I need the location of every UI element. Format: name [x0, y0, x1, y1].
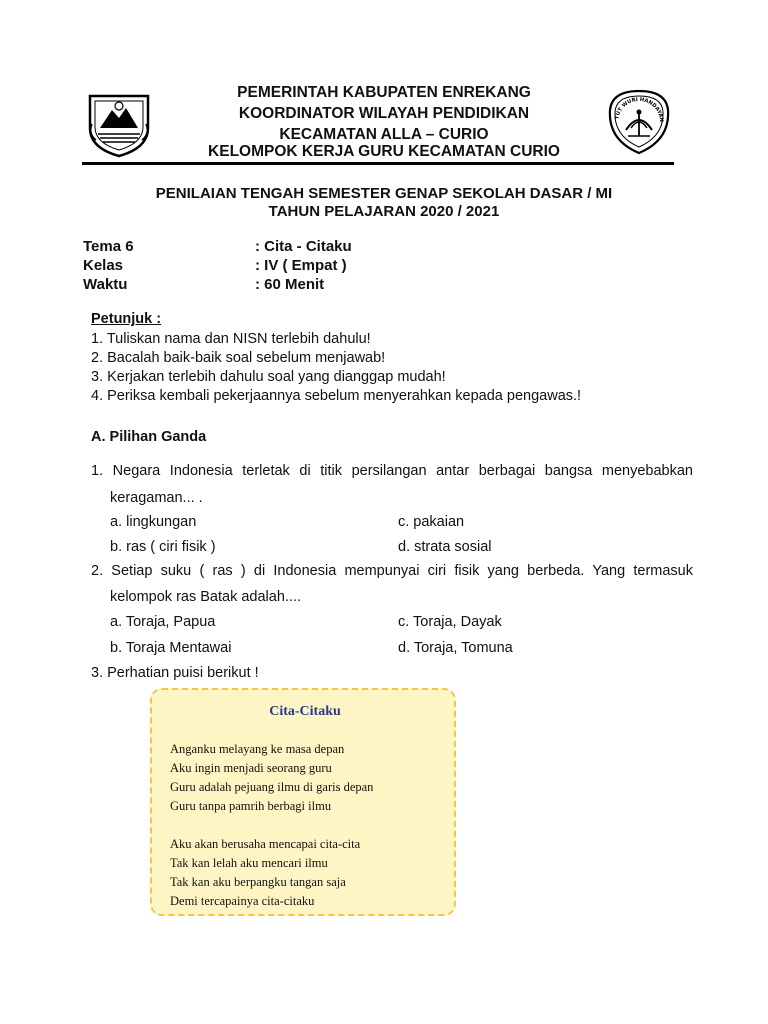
question-1-text: 1. Negara Indonesia terletak di titik persilangan antar berbagai bangsa menyebabkan	[91, 463, 693, 479]
instruction-item: 1. Tuliskan nama dan NISN terlebih dahulu!	[91, 331, 371, 347]
info-theme-value: : Cita - Citaku	[255, 238, 352, 255]
question-1-option-d: d. strata sosial	[398, 539, 492, 555]
poem-line: Aku akan berusaha mencapai cita-cita	[170, 837, 361, 851]
info-theme-label: Tema 6	[83, 238, 134, 255]
info-time-label: Waktu	[83, 276, 128, 293]
question-2-option-a: a. Toraja, Papua	[110, 614, 216, 630]
logo-motto-text: TUT WURI HANDAYAN	[614, 96, 665, 123]
header-district-line: KECAMATAN ALLA – CURIO	[279, 126, 489, 143]
instructions-heading: Petunjuk :	[91, 311, 162, 327]
poem-line: Guru adalah pejuang ilmu di garis depan	[170, 780, 374, 794]
question-1-option-c: c. pakaian	[398, 514, 465, 530]
question-1-option-b: b. ras ( ciri fisik )	[110, 539, 216, 555]
poem-line: Tak kan aku berpangku tangan saja	[170, 875, 346, 889]
instruction-item: 3. Kerjakan terlebih dahulu soal yang dianggap mudah!	[91, 369, 446, 385]
instruction-item: 4. Periksa kembali pekerjaannya sebelum menyerahkan kepada pengawas.!	[91, 388, 582, 404]
poem-line: Anganku melayang ke masa depan	[170, 742, 345, 756]
poem-line: Tak kan lelah aku mencari ilmu	[170, 856, 328, 870]
exam-academic-year: TAHUN PELAJARAN 2020 / 2021	[268, 203, 500, 220]
question-3-text: 3. Perhatian puisi berikut !	[91, 665, 259, 681]
question-1-text-cont: keragaman... .	[110, 490, 203, 506]
exam-title: PENILAIAN TENGAH SEMESTER GENAP SEKOLAH DASAR / MI	[155, 185, 613, 202]
header-teacher-group-line: KELOMPOK KERJA GURU KECAMATAN CURIO	[208, 143, 560, 160]
instruction-item: 2. Bacalah baik-baik soal sebelum menjawab!	[91, 350, 386, 366]
poem-line: Aku ingin menjadi seorang guru	[170, 761, 332, 775]
header-government-line: PEMERINTAH KABUPATEN ENREKANG	[237, 84, 531, 101]
question-2-option-c: c. Toraja, Dayak	[398, 614, 502, 630]
poem-box	[150, 688, 456, 916]
header-divider-line	[82, 162, 674, 165]
question-1-option-a: a. lingkungan	[110, 514, 197, 530]
question-2-text-cont: kelompok ras Batak adalah....	[110, 589, 302, 605]
poem-line: Guru tanpa pamrih berbagi ilmu	[170, 799, 332, 813]
info-time-value: : 60 Menit	[255, 276, 325, 293]
info-class-label: Kelas	[83, 257, 124, 274]
question-2-option-b: b. Toraja Mentawai	[110, 640, 232, 656]
question-2-option-d: d. Toraja, Tomuna	[398, 640, 513, 656]
info-class-value: : IV ( Empat )	[255, 257, 347, 274]
tut-wuri-handayani-logo	[604, 88, 674, 156]
header-coordinator-line: KOORDINATOR WILAYAH PENDIDIKAN	[238, 105, 530, 122]
poem-line: Demi tercapainya cita-citaku	[170, 894, 315, 908]
question-2-text: 2. Setiap suku ( ras ) di Indonesia mempunyai ciri fisik yang berbeda. Yang termasuk	[91, 563, 693, 579]
poem-title: Cita-Citaku	[269, 704, 341, 719]
section-a-heading: A. Pilihan Ganda	[91, 429, 207, 445]
